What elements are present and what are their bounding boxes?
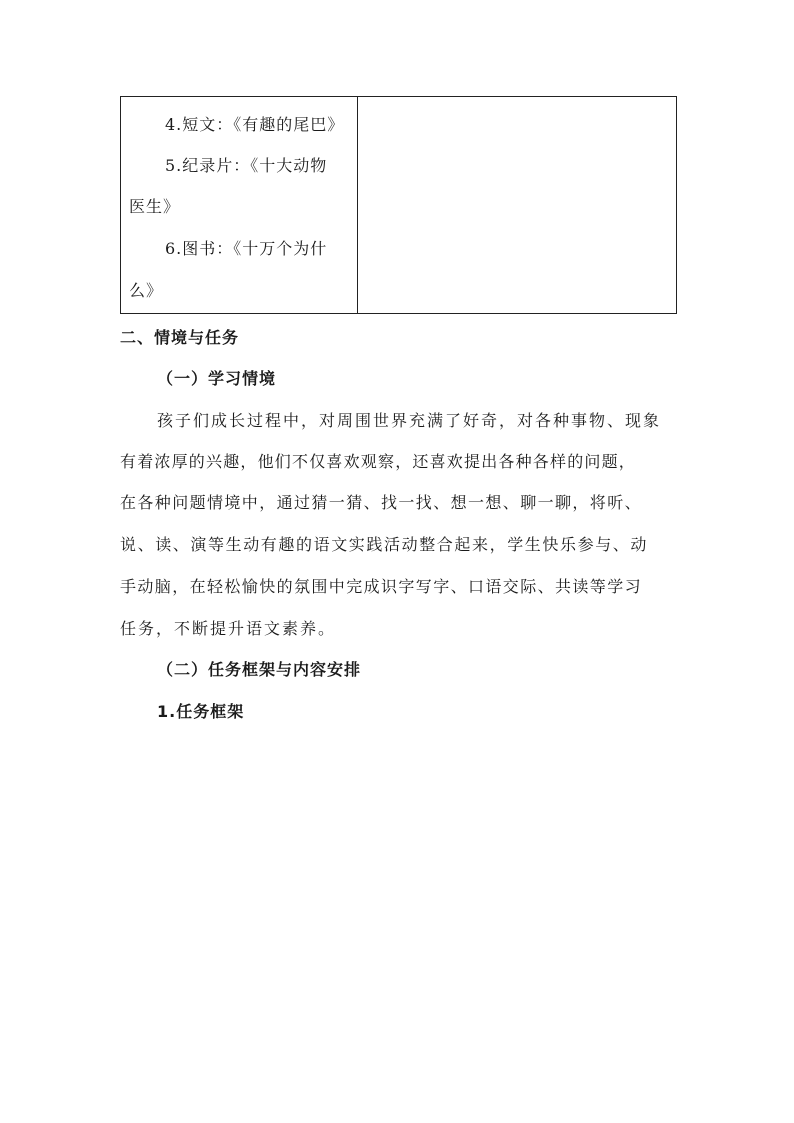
subsection-heading-task-framework: （二）任务框架与内容安排	[157, 660, 362, 679]
table-cell-line: 4.短文：《有趣的尾巴》	[165, 115, 345, 134]
item-heading-task-framework: 1.任务框架	[157, 702, 245, 721]
table-column-divider	[357, 97, 358, 313]
table-cell-line: 6.图书：《十万个为什	[165, 239, 328, 258]
table-cell-line: 医生》	[129, 197, 181, 216]
paragraph-line: 有着浓厚的兴趣，他们不仅喜欢观察，还喜欢提出各种各样的问题，	[120, 452, 637, 471]
table-cell-line: 5.纪录片：《十大动物	[165, 156, 328, 175]
paragraph-line: 任务，不断提升语文素养。	[120, 619, 337, 638]
paragraph-line: 孩子们成长过程中，对周围世界充满了好奇，对各种事物、现象	[157, 411, 662, 430]
paragraph-line: 手动脑，在轻松愉快的氛围中完成识字写字、口语交际、共读等学习	[120, 577, 643, 596]
table-cell-line: 么》	[129, 281, 164, 300]
section-heading: 二、情境与任务	[120, 328, 240, 347]
paragraph-line: 在各种问题情境中，通过猜一猜、找一找、想一想、聊一聊，将听、	[120, 493, 643, 512]
paragraph-line: 说、读、演等生动有趣的语文实践活动整合起来，学生快乐参与、动	[120, 535, 649, 554]
resource-table	[120, 96, 677, 314]
subsection-heading-learning-context: （一）学习情境	[157, 369, 277, 388]
